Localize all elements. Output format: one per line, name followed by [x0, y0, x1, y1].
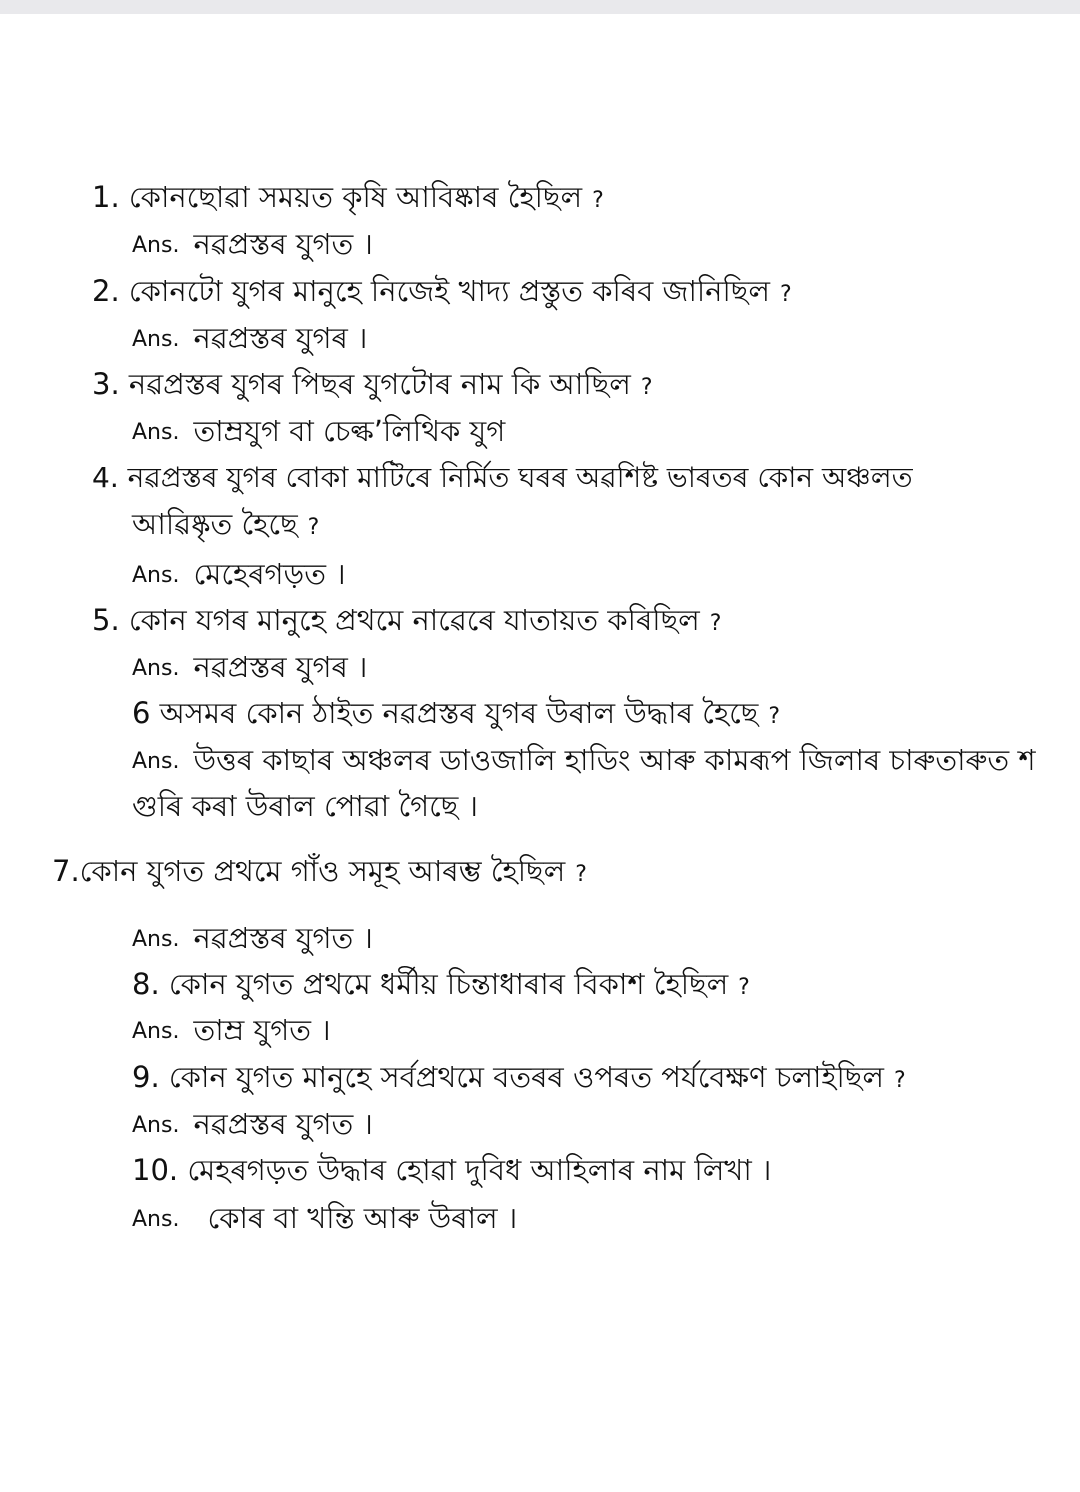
- question-mark: ?: [640, 375, 653, 400]
- question-text: 7.কোন যুগত প্ৰথমে গাঁও সমূহ আৰম্ভ হৈছিল: [52, 854, 566, 888]
- answer-text: উত্তৰ কাছাৰ অঞ্চলৰ ডাওজালি হাডিং আৰু কামৰূপ জিলাৰ চাৰুতাৰুত শ: [193, 743, 1036, 777]
- ans-label: Ans.: [132, 327, 180, 352]
- question-mark: ?: [575, 862, 587, 887]
- question-9: [132, 1060, 906, 1094]
- question-text: 8. কোন যুগত প্ৰথমে ধৰ্মীয় চিন্তাধাৰাৰ বিকাশ হৈছিল: [132, 967, 729, 1001]
- ans-label: Ans.: [132, 233, 180, 258]
- question-1: [92, 180, 604, 214]
- answer-text: তাম্ৰ যুগত ।: [193, 1013, 331, 1047]
- answer-4: [132, 557, 346, 591]
- answer-text: নৱপ্ৰস্তৰ যুগত ।: [193, 921, 373, 955]
- answer-5: [132, 650, 368, 684]
- question-text: 10. মেহৰগড়ত উদ্ধাৰ হোৱা দুবিধ আহিলাৰ নাম লিখা ।: [132, 1153, 772, 1187]
- answer-text: নৱপ্ৰস্তৰ যুগত ।: [193, 1107, 373, 1141]
- question-4: [92, 461, 913, 494]
- question-text-continued: আৱিষ্কৃত হৈছে: [132, 507, 298, 541]
- ans-label: Ans.: [132, 656, 180, 681]
- ans-label: Ans.: [132, 1113, 180, 1138]
- question-5: [92, 603, 722, 637]
- question-text: 6 অসমৰ কোন ঠাইত নৱপ্ৰস্তৰ যুগৰ উৰাল উদ্ধাৰ হৈছে: [132, 696, 759, 730]
- answer-3: [132, 414, 506, 448]
- ans-label: Ans.: [132, 1019, 180, 1044]
- answer-6-continued: [132, 789, 478, 823]
- question-6: [132, 696, 780, 730]
- question-text: 9. কোন যুগত মানুহে সৰ্বপ্ৰথমে বতৰৰ ওপৰত পৰ্যবেক্ষণ চলাইছিল: [132, 1060, 884, 1094]
- question-mark: ?: [592, 188, 604, 213]
- question-mark: ?: [768, 704, 780, 729]
- question-mark: ?: [893, 1068, 906, 1093]
- answer-text: কোৰ বা খন্তি আৰু উৰাল ।: [207, 1201, 518, 1235]
- question-mark: ?: [779, 282, 792, 307]
- question-text: 2. কোনটো যুগৰ মানুহে নিজেই খাদ্য প্ৰস্তুত কৰিব জানিছিল: [92, 274, 770, 308]
- top-bar: [0, 0, 1080, 14]
- answer-text: মেহেৰগড়ত ।: [193, 557, 346, 591]
- question-3: [92, 367, 653, 401]
- answer-text: নৱপ্ৰস্তৰ যুগৰ ।: [193, 650, 368, 684]
- answer-2: [132, 321, 368, 355]
- question-8: [132, 967, 750, 1001]
- answer-8: [132, 1013, 331, 1047]
- answer-text: নৱপ্ৰস্তৰ যুগত ।: [193, 227, 373, 261]
- ans-label: Ans.: [132, 749, 180, 774]
- question-mark: ?: [738, 975, 750, 1000]
- answer-10: [132, 1201, 518, 1235]
- answer-text: তাম্ৰযুগ বা চেল্ক’লিথিক যুগ: [193, 414, 506, 448]
- ans-label: Ans.: [132, 927, 180, 952]
- answer-7: [132, 921, 373, 955]
- ans-label: Ans.: [132, 420, 180, 445]
- question-text: 5. কোন যগৰ মানুহে প্ৰথমে নাৱেৰে যাতায়ত কৰিছিল: [92, 603, 700, 637]
- ans-label: Ans.: [132, 563, 180, 588]
- question-4-continued: [132, 507, 320, 541]
- answer-9: [132, 1107, 373, 1141]
- answer-1: [132, 227, 373, 261]
- question-mark: ?: [307, 515, 320, 540]
- question-2: [92, 274, 792, 308]
- answer-6: [132, 743, 1036, 777]
- question-text: 1. কোনছোৱা সময়ত কৃষি আবিষ্কাৰ হৈছিল: [92, 180, 583, 214]
- answer-text-continued: গুৰি কৰা উৰাল পোৱা গৈছে ।: [132, 789, 478, 823]
- question-10: [132, 1153, 781, 1187]
- question-text: 3. নৱপ্ৰস্তৰ যুগৰ পিছৰ যুগটোৰ নাম কি আছিল: [92, 367, 631, 401]
- question-text: 4. নৱপ্ৰস্তৰ যুগৰ বোকা মাটিৰে নিৰ্মিত ঘৰৰ অৱশিষ্ট ভাৰতৰ কোন অঞ্চলত: [92, 461, 913, 494]
- answer-text: নৱপ্ৰস্তৰ যুগৰ ।: [193, 321, 368, 355]
- question-mark: ?: [709, 611, 722, 636]
- question-7: [52, 854, 587, 888]
- ans-label: Ans.: [132, 1207, 180, 1232]
